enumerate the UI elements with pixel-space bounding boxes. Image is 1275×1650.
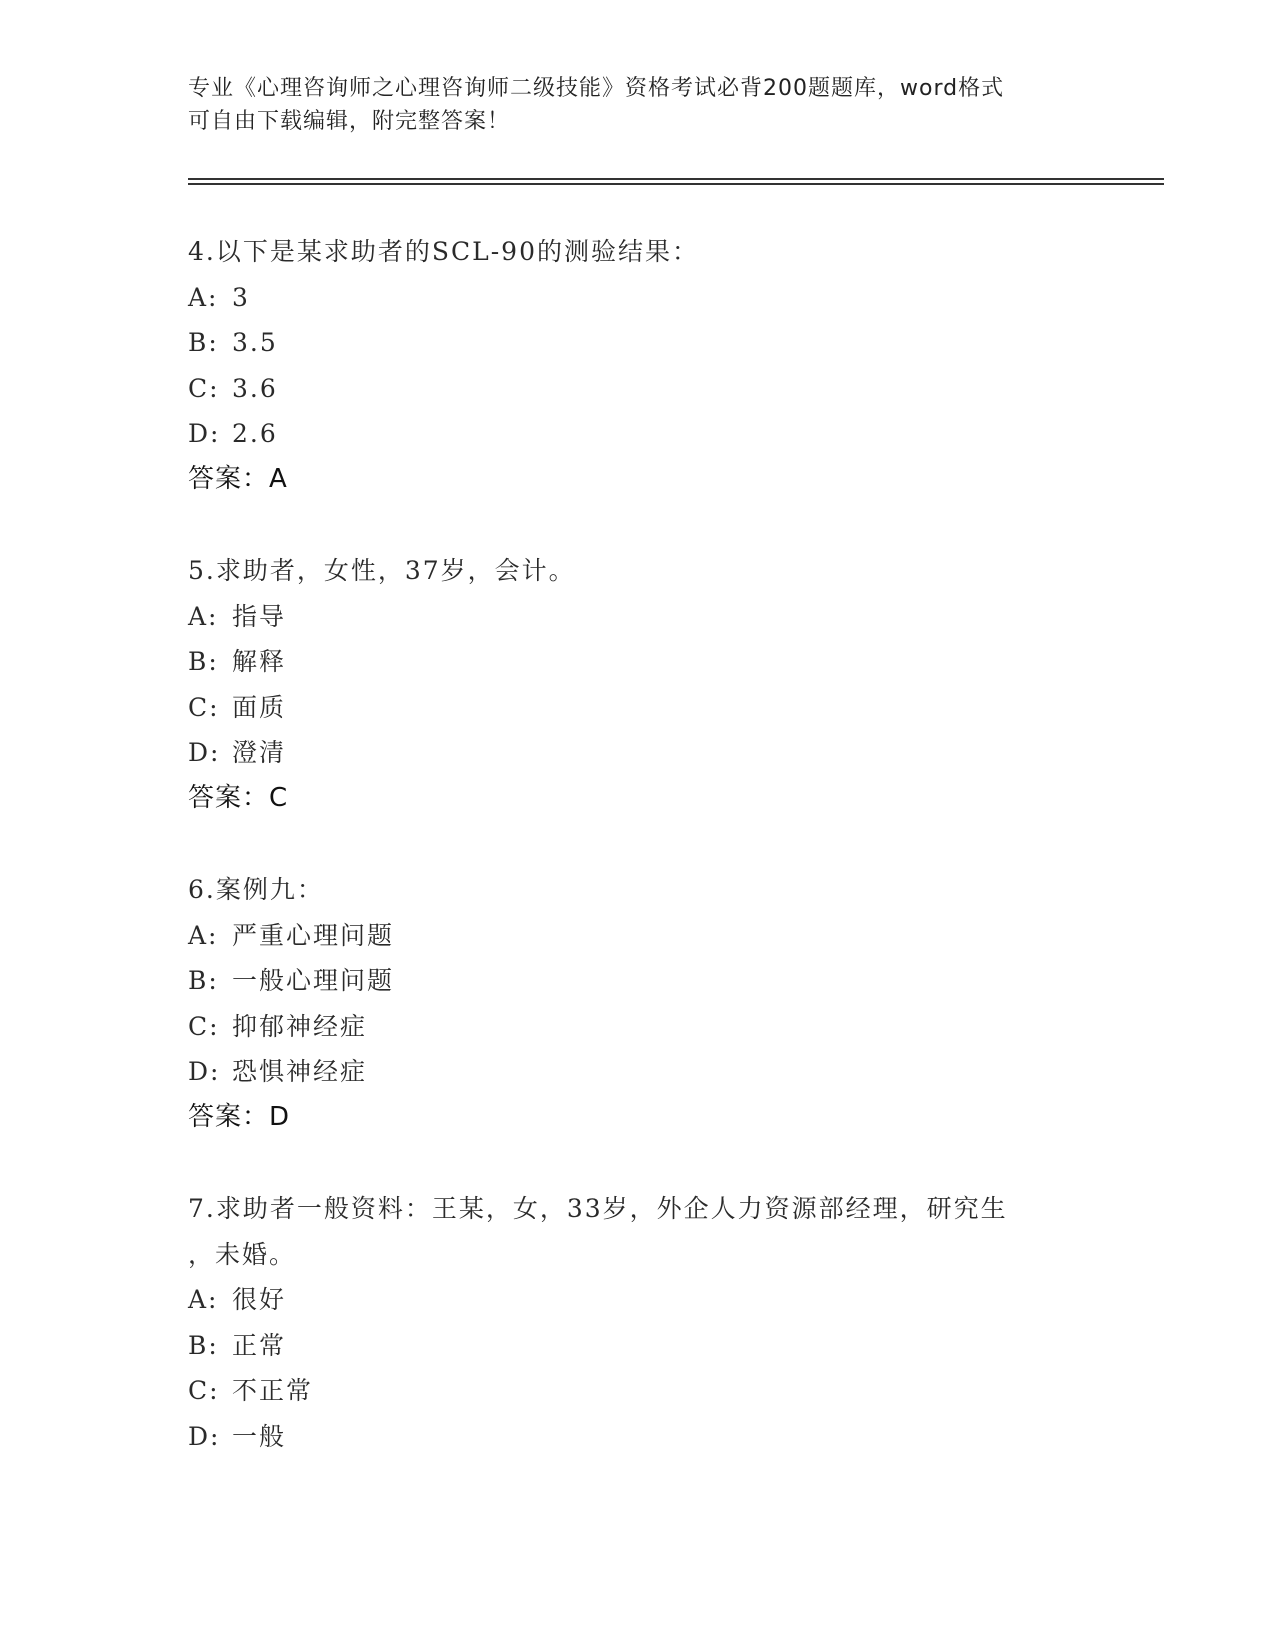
option-text: 3.6 [232,373,278,403]
option-label: C: [188,373,220,403]
option-label: B: [188,1330,219,1360]
option-text: 不正常 [232,1376,314,1405]
option-text: 指导 [232,601,287,631]
option-text: 3 [232,282,250,312]
option-text: 一般 [232,1421,287,1451]
question-stem: 7.求助者一般资料：王某，女，33岁，外企人力资源部经理，研究生 [188,1194,1008,1223]
header-divider-top [188,178,1164,180]
option-b [188,320,1088,366]
option-label: B: [188,966,219,995]
option-a [188,1277,1088,1323]
option-text: 很好 [232,1285,287,1314]
option-label: C: [188,692,220,722]
question-stem: 5.求助者，女性，37岁，会计。 [188,556,576,585]
answer: 答案：C [188,782,289,813]
option-text: 一般心理问题 [232,966,395,995]
question-6 [188,867,1088,1140]
question-4 [188,229,1088,502]
option-text: 抑郁神经症 [232,1011,368,1041]
header-line-1: 专业《心理咨询师之心理咨询师二级技能》资格考试必背200题题库，word格式 [188,76,1005,101]
option-c [188,1004,1088,1050]
option-label: C: [188,1011,220,1041]
answer: 答案：A [188,463,288,494]
question-7 [188,1186,1088,1459]
option-d [188,1049,1088,1095]
header-line-2: 可自由下载编辑，附完整答案！ [188,109,511,134]
option-c [188,366,1088,412]
option-label: D: [188,419,221,448]
answer: 答案：D [188,1101,291,1132]
option-d [188,1414,1088,1460]
option-text: 严重心理问题 [232,920,395,950]
option-label: D: [188,1421,221,1451]
option-label: C: [188,1376,220,1405]
option-text: 正常 [232,1330,287,1360]
question-stem: 4.以下是某求助者的SCL-90的测验结果： [188,237,699,266]
option-text: 澄清 [232,738,287,767]
option-c [188,1368,1088,1414]
option-text: 3.5 [232,328,278,357]
option-label: D: [188,738,221,767]
option-b [188,639,1088,685]
option-b [188,1323,1088,1369]
option-label: B: [188,328,219,357]
option-a [188,913,1088,959]
option-a [188,275,1088,321]
option-label: B: [188,647,219,676]
question-stem-continued: ，未婚。 [188,1239,297,1269]
option-text: 恐惧神经症 [232,1057,368,1086]
option-label: A: [188,1285,219,1314]
option-d [188,411,1088,457]
header-divider-bottom [188,183,1164,185]
option-label: A: [188,920,219,950]
option-text: 面质 [232,692,287,722]
option-d [188,730,1088,776]
option-label: D: [188,1057,221,1086]
document-header [188,72,1068,138]
option-text: 2.6 [232,419,278,448]
option-a [188,594,1088,640]
option-b [188,958,1088,1004]
option-c [188,685,1088,731]
question-5 [188,548,1088,821]
option-label: A: [188,282,219,312]
question-stem: 6.案例九： [188,875,324,904]
option-text: 解释 [232,647,287,676]
option-label: A: [188,601,219,631]
